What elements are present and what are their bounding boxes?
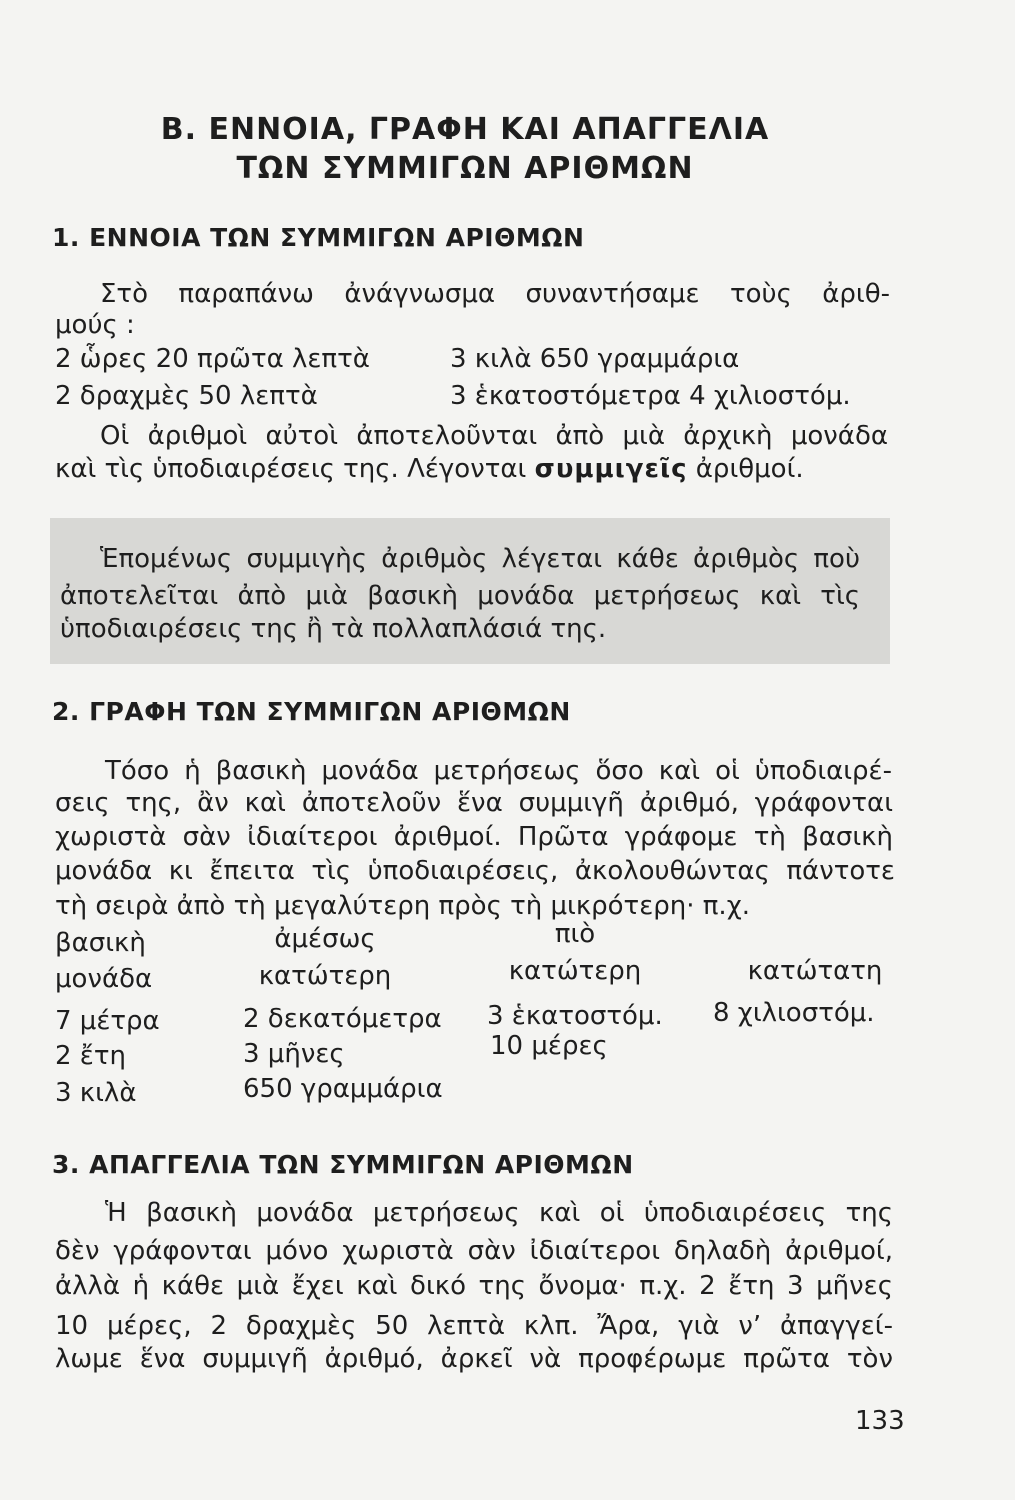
table-cell: 7 μέτρα bbox=[55, 1006, 160, 1036]
example-item: 3 κιλὰ 650 γραμμάρια bbox=[450, 344, 740, 374]
paragraph-line: Τόσο ἡ βασικὴ μονάδα μετρήσεως ὅσο καὶ οἱ ὑποδιαιρέ- bbox=[105, 756, 892, 786]
paragraph-line: ἀλλὰ ἡ κάθε μιὰ ἔχει καὶ δικό της ὄνομα· π.χ. 2 ἔτη 3 μῆνες bbox=[55, 1271, 893, 1301]
section-2-heading: 2. ΓΡΑΦΗ ΤΩΝ ΣΥΜΜΙΓΩΝ ΑΡΙΘΜΩΝ bbox=[52, 697, 571, 726]
paragraph-line: λωμε ἕνα συμμιγῆ ἀριθμό, ἀρκεῖ νὰ προφέρωμε πρῶτα τὸν bbox=[55, 1344, 893, 1374]
chapter-title-line-1: Β. ΕΝΝΟΙΑ, ΓΡΑΦΗ ΚΑΙ ΑΠΑΓΓΕΛΙΑ bbox=[160, 112, 770, 147]
page-number: 133 bbox=[855, 1406, 905, 1436]
section-3-heading: 3. ΑΠΑΓΓΕΛΙΑ ΤΩΝ ΣΥΜΜΙΓΩΝ ΑΡΙΘΜΩΝ bbox=[52, 1150, 634, 1179]
table-cell: 8 χιλιοστόμ. bbox=[713, 998, 875, 1028]
definition-line: Ἑπομένως συμμιγὴς ἀριθμὸς λέγεται κάθε ἀριθμὸς ποὺ bbox=[100, 544, 860, 574]
example-item: 2 ὧρες 20 πρῶτα λεπτὰ bbox=[55, 344, 370, 374]
paragraph-line: χωριστὰ σὰν ἰδιαίτεροι ἀριθμοί. Πρῶτα γράφομε τὴ βασικὴ bbox=[55, 822, 893, 852]
bold-term: συμμιγεῖς bbox=[534, 454, 688, 484]
table-cell: 3 κιλὰ bbox=[55, 1078, 137, 1108]
paragraph-line: τὴ σειρὰ ἀπὸ τὴ μεγαλύτερη πρὸς τὴ μικρότερη· π.χ. bbox=[55, 891, 750, 921]
definition-box bbox=[50, 518, 890, 664]
paragraph-line: Ἡ βασικὴ μονάδα μετρήσεως καὶ οἱ ὑποδιαιρέσεις της bbox=[105, 1198, 893, 1228]
paragraph-line: Οἱ ἀριθμοὶ αὐτοὶ ἀποτελοῦνται ἀπὸ μιὰ ἀρχικὴ μονάδα bbox=[100, 421, 888, 451]
definition-line: ἀποτελεῖται ἀπὸ μιὰ βασικὴ μονάδα μετρήσεως καὶ τὶς bbox=[60, 581, 860, 611]
section-1-heading: 1. ΕΝΝΟΙΑ ΤΩΝ ΣΥΜΜΙΓΩΝ ΑΡΙΘΜΩΝ bbox=[52, 223, 585, 252]
paragraph-line: Στὸ παραπάνω ἀνάγνωσμα συναντήσαμε τοὺς ἀριθ- bbox=[100, 279, 890, 309]
table-cell: 3 μῆνες bbox=[243, 1039, 345, 1069]
example-item: 2 δραχμὲς 50 λεπτὰ bbox=[55, 381, 318, 411]
table-header: κατώτερη bbox=[258, 961, 392, 991]
table-cell: 2 ἔτη bbox=[55, 1041, 126, 1071]
example-item: 3 ἑκατοστόμετρα 4 χιλιοστόμ. bbox=[450, 381, 851, 411]
table-cell: 650 γραμμάρια bbox=[243, 1074, 443, 1104]
paragraph-line: 10 μέρες, 2 δραχμὲς 50 λεπτὰ κλπ. Ἄρα, γιὰ ν’ ἀπαγγεί- bbox=[55, 1311, 893, 1341]
table-header: βασικὴ bbox=[55, 928, 146, 958]
table-header: μονάδα bbox=[55, 964, 153, 994]
table-cell: 10 μέρες bbox=[490, 1031, 608, 1061]
table-header: κατώτατη bbox=[747, 956, 883, 986]
table-header: ἀμέσως bbox=[274, 924, 376, 954]
paragraph-line: δὲν γράφονται μόνο χωριστὰ σὰν ἰδιαίτεροι δηλαδὴ ἀριθμοί, bbox=[55, 1236, 893, 1266]
paragraph-line-with-term bbox=[55, 450, 804, 488]
table-header: κατώτερη bbox=[508, 956, 642, 986]
example-table bbox=[0, 905, 1015, 1115]
table-cell: 2 δεκατόμετρα bbox=[243, 1004, 442, 1034]
chapter-title-line-2: ΤΩΝ ΣΥΜΜΙΓΩΝ ΑΡΙΘΜΩΝ bbox=[236, 151, 694, 186]
paragraph-text: ἀριθμοί. bbox=[695, 454, 804, 484]
paragraph-line: σεις της, ἂν καὶ ἀποτελοῦν ἕνα συμμιγῆ ἀριθμό, γράφονται bbox=[55, 788, 893, 818]
paragraph-line: μούς : bbox=[55, 310, 135, 340]
table-cell: 3 ἑκατοστόμ. bbox=[487, 1001, 663, 1031]
paragraph-text: καὶ τὶς ὑποδιαιρέσεις της. Λέγονται bbox=[55, 454, 527, 484]
table-header: πιὸ bbox=[554, 919, 596, 949]
definition-line: ὑποδιαιρέσεις της ἢ τὰ πολλαπλάσιά της. bbox=[60, 614, 607, 644]
paragraph-line: μονάδα κι ἔπειτα τὶς ὑποδιαιρέσεις, ἀκολουθώντας πάντοτε bbox=[55, 856, 895, 886]
